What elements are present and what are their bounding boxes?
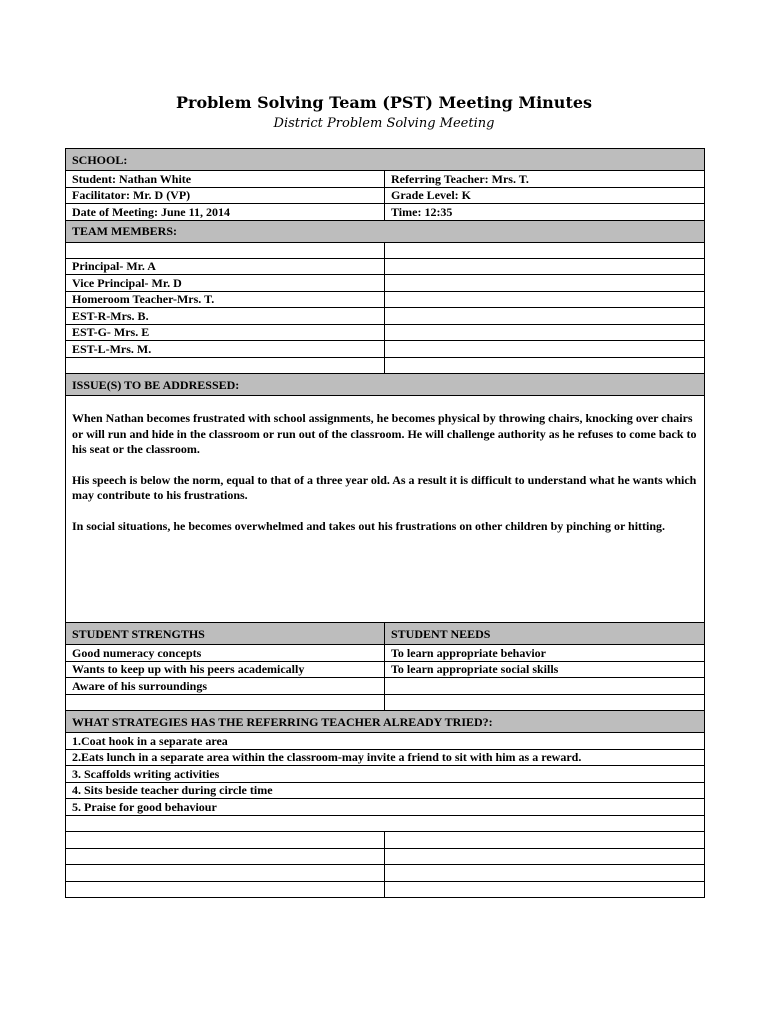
time-field: Time: 12:35 <box>385 204 705 221</box>
issues-header-row <box>66 374 705 396</box>
strategies-label: WHAT STRATEGIES HAS THE REFERRING TEACHER ALREADY TRIED?: <box>66 711 705 733</box>
strategy-row <box>66 799 705 816</box>
team-member-row <box>66 357 705 374</box>
strength-item: Good numeracy concepts <box>66 645 385 662</box>
team-member-row <box>66 324 705 341</box>
pst-form-table <box>65 148 705 898</box>
blank-row <box>66 848 705 865</box>
team-members-label: TEAM MEMBERS: <box>66 220 705 242</box>
team-member: EST-R-Mrs. B. <box>66 308 385 325</box>
school-header-row <box>66 149 705 171</box>
info-row <box>66 171 705 188</box>
document-subtitle: District Problem Solving Meeting <box>273 116 495 131</box>
team-member: Vice Principal- Mr. D <box>66 275 385 292</box>
team-members-header-row <box>66 220 705 242</box>
strategy-row <box>66 815 705 832</box>
student-strengths-label: STUDENT STRENGTHS <box>66 623 385 645</box>
referring-teacher-field: Referring Teacher: Mrs. T. <box>385 171 705 188</box>
student-field: Student: Nathan White <box>66 171 385 188</box>
team-member-row <box>66 341 705 358</box>
info-row <box>66 204 705 221</box>
strategy-item: 5. Praise for good behaviour <box>66 799 705 816</box>
blank-row <box>66 832 705 849</box>
team-member-row <box>66 308 705 325</box>
team-member-row <box>66 291 705 308</box>
need-item: To learn appropriate social skills <box>385 661 705 678</box>
document-title: Problem Solving Team (PST) Meeting Minutes <box>175 93 593 112</box>
blank-row <box>66 881 705 898</box>
team-member: Principal- Mr. A <box>66 258 385 275</box>
table-spacer-row <box>66 242 705 258</box>
issue-paragraph: In social situations, he becomes overwhelmed and takes out his frustrations on other children by pinching or hitting. <box>72 518 666 533</box>
strategy-row <box>66 782 705 799</box>
strategy-item: 4. Sits beside teacher during circle time <box>66 782 705 799</box>
team-member: EST-G- Mrs. E <box>66 324 385 341</box>
student-needs-label: STUDENT NEEDS <box>385 623 705 645</box>
team-member: Homeroom Teacher-Mrs. T. <box>66 291 385 308</box>
facilitator-field: Facilitator: Mr. D (VP) <box>66 187 385 204</box>
issue-paragraph: When Nathan becomes frustrated with school assignments, he becomes physical by throwing chairs, knocking over chairs or will run and hide in the classroom or run out of the classroom. He will challenge authority as he refuses to come back to his seat or the classroom. <box>72 411 697 456</box>
strengths-needs-row <box>66 694 705 711</box>
team-member-row <box>66 275 705 292</box>
strategies-header-row <box>66 711 705 733</box>
team-member: EST-L-Mrs. M. <box>66 341 385 358</box>
strategy-item: 2.Eats lunch in a separate area within the classroom-may invite a friend to sit with him as a reward. <box>66 749 705 766</box>
info-row <box>66 187 705 204</box>
strategy-row <box>66 766 705 783</box>
strengths-needs-row <box>66 661 705 678</box>
strategy-row <box>66 749 705 766</box>
issues-row <box>66 396 705 623</box>
need-item: To learn appropriate behavior <box>385 645 705 662</box>
strengths-needs-row <box>66 645 705 662</box>
issue-paragraph: His speech is below the norm, equal to that of a three year old. As a result it is difficult to understand what he wants which may contribute to his frustrations. <box>72 472 697 502</box>
issues-text <box>66 396 705 623</box>
date-field: Date of Meeting: June 11, 2014 <box>66 204 385 221</box>
strength-item: Wants to keep up with his peers academically <box>66 661 385 678</box>
school-label: SCHOOL: <box>66 149 705 171</box>
blank-row <box>66 865 705 882</box>
strengths-needs-header-row <box>66 623 705 645</box>
strategy-row <box>66 733 705 750</box>
grade-level-field: Grade Level: K <box>385 187 705 204</box>
strategy-item: 1.Coat hook in a separate area <box>66 733 705 750</box>
strengths-needs-row <box>66 678 705 695</box>
team-member-row <box>66 258 705 275</box>
strength-item: Aware of his surroundings <box>66 678 385 695</box>
strategy-item: 3. Scaffolds writing activities <box>66 766 705 783</box>
issues-label: ISSUE(S) TO BE ADDRESSED: <box>66 374 705 396</box>
